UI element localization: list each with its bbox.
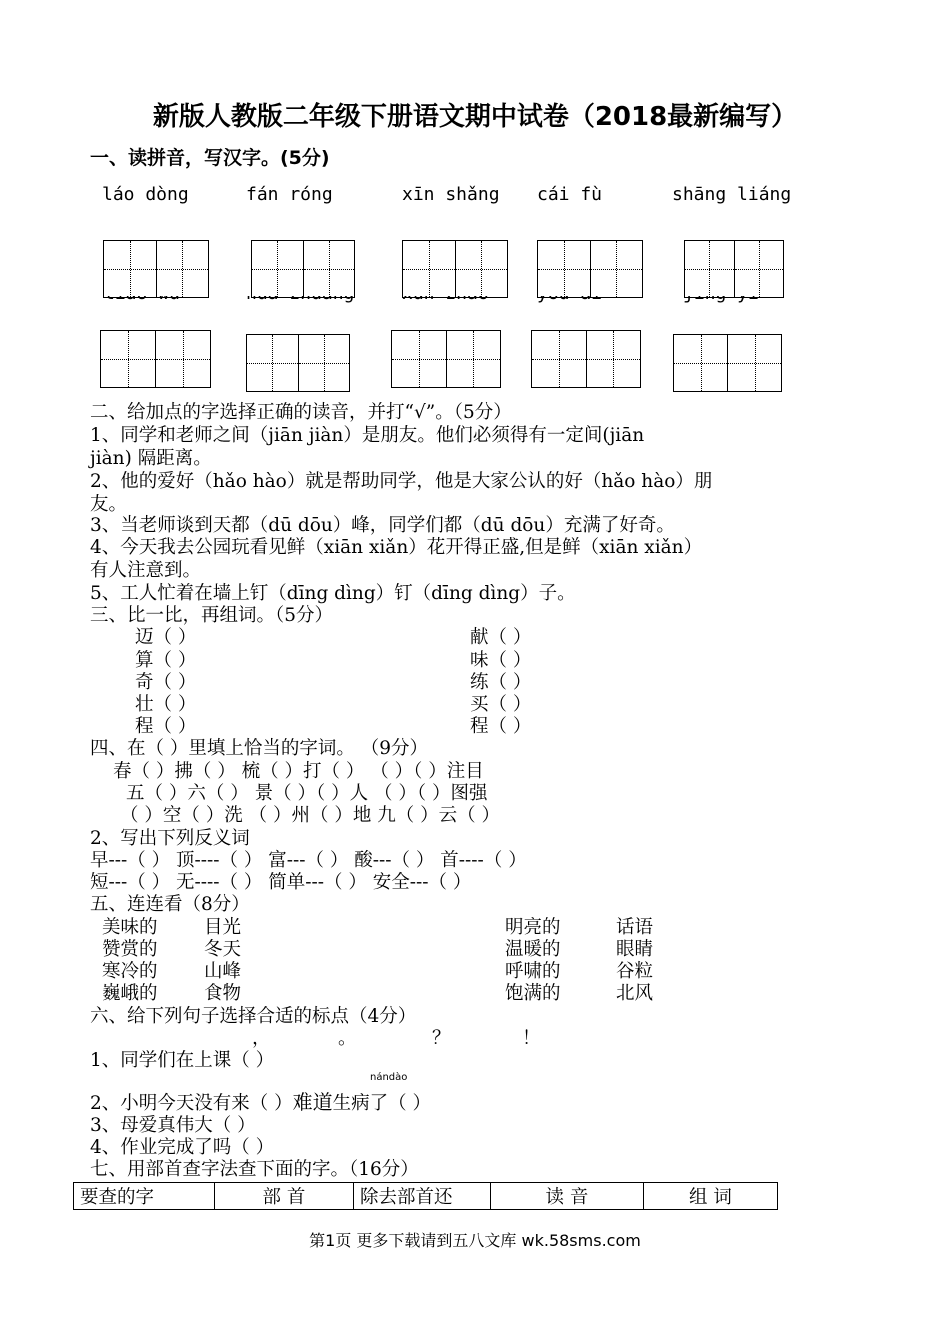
page-title: 新版人教版二年级下册语文期中试卷（2018最新编写） xyxy=(152,102,798,132)
writing-box[interactable] xyxy=(402,240,508,298)
compare-item: 程（ ） xyxy=(470,716,532,737)
section3-heading: 三、比一比，再组词。（5分） xyxy=(90,605,334,626)
pinyin-5: shāng liáng xyxy=(672,184,792,205)
page-footer: 第1页 更多下载请到五八文库 wk.58sms.com xyxy=(309,1231,641,1250)
compare-item: 程（ ） xyxy=(135,716,197,737)
table-row xyxy=(74,1183,778,1210)
section6-heading: 六、给下列句子选择合适的标点（4分） xyxy=(90,1006,417,1027)
section1-heading: 一、读拼音，写汉字。(5分) xyxy=(90,147,330,169)
match-item: 眼睛 xyxy=(616,939,654,960)
pinyin-1: láo dòng xyxy=(102,184,189,205)
punctuation-question: 1、同学们在上课（ ） xyxy=(90,1050,275,1071)
compare-item: 奇（ ） xyxy=(135,672,197,693)
writing-box[interactable] xyxy=(100,330,211,388)
section4-heading: 四、在（ ）里填上恰当的字词。 （9分） xyxy=(90,738,429,759)
section2-line: 1、同学和老师之间（jiān jiàn）是朋友。他们必须得有一定间(jiān xyxy=(90,425,645,446)
question-text: 2、小明今天没有来（ ） xyxy=(90,1093,293,1114)
section5-heading: 五、连连看（8分） xyxy=(90,894,250,915)
section2-line: 2、他的爱好（hǎo hào）就是帮助同学，他是大家公认的好（hǎo hào）朋 xyxy=(90,471,713,492)
match-item: 话语 xyxy=(616,917,654,938)
match-item: 巍峨的 xyxy=(102,983,158,1004)
fill-line: 春（ ）拂（ ） 梳（ ）打（ ） （ ）（ ）注目 xyxy=(113,761,484,782)
compare-item: 壮（ ） xyxy=(135,694,197,715)
writing-box[interactable] xyxy=(391,330,501,388)
table-header-cell: 组 词 xyxy=(644,1183,778,1210)
writing-box[interactable] xyxy=(251,240,355,298)
match-item: 目光 xyxy=(204,917,242,938)
writing-box[interactable] xyxy=(531,330,641,388)
antonym-line: 早---（ ） 顶----（ ） 富---（ ） 酸---（ ） 首----（ ） xyxy=(90,850,527,871)
match-item: 寒冷的 xyxy=(102,961,158,982)
section2-heading: 二、给加点的字选择正确的读音，并打“√”。（5分） xyxy=(90,402,512,423)
antonym-line: 短---（ ） 无----（ ） 简单---（ ） 安全---（ ） xyxy=(90,872,472,893)
punctuation-mark: ！ xyxy=(522,1028,541,1049)
match-item: 饱满的 xyxy=(505,983,561,1004)
section2-line: 5、工人忙着在墙上钉（dīng dìng）钉（dīng dìng）子。 xyxy=(90,583,576,604)
punctuation-question xyxy=(90,1091,431,1115)
writing-box[interactable] xyxy=(246,334,350,392)
section2-line: 友。 xyxy=(90,494,128,515)
match-item: 冬天 xyxy=(204,939,242,960)
table-header-cell: 要查的字 xyxy=(74,1183,215,1210)
table-header-cell: 部 首 xyxy=(215,1183,354,1210)
fill-line: 五（ ）六（ ） 景（ ）（ ）人 （ ）（ ）图强 xyxy=(126,783,488,804)
punctuation-mark: ？ xyxy=(432,1028,451,1049)
match-item: 食物 xyxy=(204,983,242,1004)
match-item: 北风 xyxy=(616,983,654,1004)
punctuation-question: 3、母爱真伟大（ ） xyxy=(90,1115,256,1136)
match-item: 谷粒 xyxy=(616,961,654,982)
table-header-cell: 读 音 xyxy=(491,1183,644,1210)
compare-item: 练（ ） xyxy=(470,672,532,693)
writing-box[interactable] xyxy=(103,240,209,298)
compare-item: 迈（ ） xyxy=(135,627,197,648)
ruby-pinyin: nándào xyxy=(370,1072,408,1083)
section2-line: jiàn) 隔距离。 xyxy=(90,448,212,469)
writing-box[interactable] xyxy=(673,334,782,392)
match-item: 明亮的 xyxy=(505,917,561,938)
punctuation-mark: ， xyxy=(252,1028,271,1049)
compare-item: 味（ ） xyxy=(470,650,532,671)
writing-box[interactable] xyxy=(684,240,784,298)
match-item: 呼啸的 xyxy=(505,961,561,982)
punctuation-question: 4、作业完成了吗（ ） xyxy=(90,1137,275,1158)
match-item: 温暖的 xyxy=(505,939,561,960)
section4-subheading: 2、写出下列反义词 xyxy=(90,828,250,849)
compare-item: 算（ ） xyxy=(135,650,197,671)
pinyin-2: fán róng xyxy=(246,184,333,205)
section2-line: 有人注意到。 xyxy=(90,560,202,581)
question-text: 生病了（ ） xyxy=(332,1093,432,1114)
section7-heading: 七、用部首查字法查下面的字。（16分） xyxy=(90,1159,419,1180)
fill-line: （ ）空（ ）洗 （ ）州（ ）地 九（ ）云（ ） xyxy=(120,805,501,826)
pinyin-3: xīn shǎng xyxy=(402,184,500,205)
radical-lookup-table xyxy=(73,1182,778,1210)
writing-box[interactable] xyxy=(537,240,643,298)
punctuation-mark: 。 xyxy=(338,1028,357,1049)
table-header-cell: 除去部首还 xyxy=(354,1183,491,1210)
compare-item: 买（ ） xyxy=(470,694,532,715)
match-item: 赞赏的 xyxy=(102,939,158,960)
match-item: 美味的 xyxy=(102,917,158,938)
pinyin-4: cái fù xyxy=(537,184,603,205)
section2-line: 4、今天我去公园玩看见鲜（xiān xiǎn）花开得正盛,但是鲜（xiān xiǎn） xyxy=(90,537,703,558)
match-item: 山峰 xyxy=(204,961,242,982)
section2-line: 3、当老师谈到天都（dū dōu）峰，同学们都（dū dōu）充满了好奇。 xyxy=(90,515,675,536)
ruby-word: 难道 xyxy=(292,1090,333,1114)
compare-item: 献（ ） xyxy=(470,627,532,648)
